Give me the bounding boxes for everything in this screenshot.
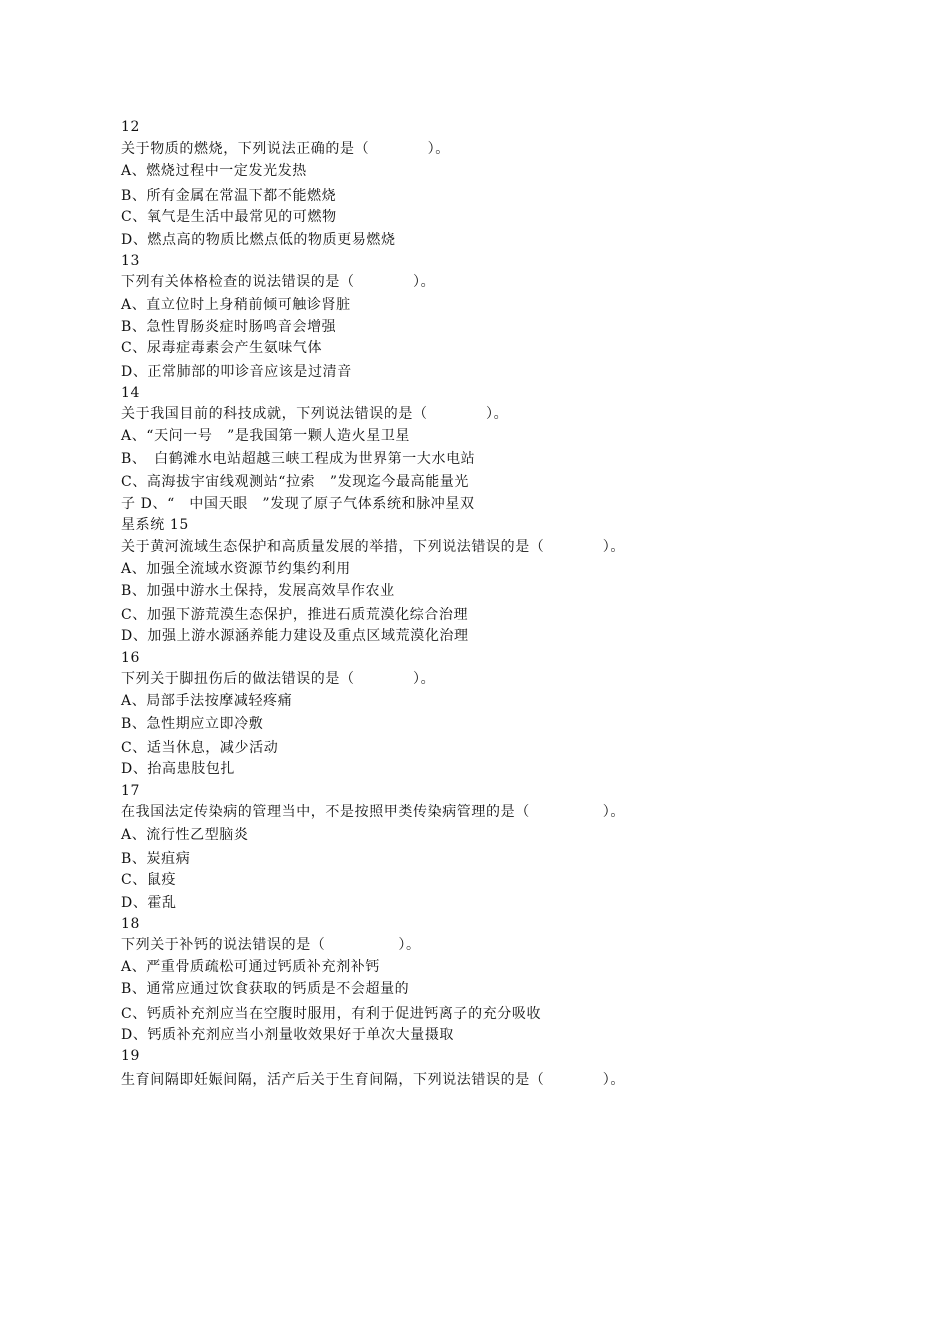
option-a: A、流行性乙型脑炎 <box>121 827 249 843</box>
question-number: 13 <box>121 253 141 269</box>
option-b: B、所有金属在常温下都不能燃烧 <box>121 188 337 204</box>
option-c: C、氧气是生活中最常见的可燃物 <box>121 209 337 225</box>
option-c: C、鼠疫 <box>121 872 177 888</box>
option-a: A、局部手法按摩减轻疼痛 <box>121 693 293 709</box>
question-stem: 下列关于脚扭伤后的做法错误的是（ ）。 <box>121 671 436 687</box>
option-b: B、急性胃肠炎症时肠鸣音会增强 <box>121 319 337 335</box>
option-b: B、急性期应立即冷敷 <box>121 716 264 732</box>
question-stem: 在我国法定传染病的管理当中，不是按照甲类传染病管理的是（ ）。 <box>121 804 625 820</box>
option-wrap-continuation: 星系统 15 <box>121 517 189 533</box>
question-number: 19 <box>121 1048 141 1064</box>
question-number: 18 <box>121 916 141 932</box>
option-b: B、加强中游水土保持，发展高效旱作农业 <box>121 583 395 599</box>
question-stem: 下列有关体格检查的说法错误的是（ ）。 <box>121 274 436 290</box>
question-stem: 关于物质的燃烧，下列说法正确的是（ ）。 <box>121 141 450 157</box>
question-stem: 关于我国目前的科技成就，下列说法错误的是（ ）。 <box>121 406 509 422</box>
question-number: 14 <box>121 385 141 401</box>
option-c: C、高海拔宇宙线观测站“拉索 ”发现迄今最高能量光 <box>121 474 470 490</box>
option-a: A、直立位时上身稍前倾可触诊肾脏 <box>121 297 351 313</box>
question-stem: 关于黄河流域生态保护和高质量发展的举措，下列说法错误的是（ ）。 <box>121 539 625 555</box>
option-d: D、加强上游水源涵养能力建设及重点区域荒漠化治理 <box>121 628 469 644</box>
option-b: B、通常应通过饮食获取的钙质是不会超量的 <box>121 981 410 997</box>
option-c: C、适当休息，减少活动 <box>121 740 279 756</box>
option-a: A、“天问一号 ”是我国第一颗人造火星卫星 <box>121 428 411 444</box>
option-c: C、尿毒症毒素会产生氨味气体 <box>121 340 323 356</box>
question-stem: 生育间隔即妊娠间隔，活产后关于生育间隔，下列说法错误的是（ ）。 <box>121 1072 625 1088</box>
option-d: D、正常肺部的叩诊音应该是过清音 <box>121 364 352 380</box>
option-d: D、霍乱 <box>121 895 177 911</box>
option-a: A、严重骨质疏松可通过钙质补充剂补钙 <box>121 959 380 975</box>
option-c: C、钙质补充剂应当在空腹时服用，有利于促进钙离子的充分吸收 <box>121 1006 542 1022</box>
question-number: 16 <box>121 650 141 666</box>
option-d: D、钙质补充剂应当小剂量收效果好于单次大量摄取 <box>121 1027 455 1043</box>
question-number: 12 <box>121 119 141 135</box>
option-d-wrapped: 子 D、“ 中国天眼 ”发现了原子气体系统和脉冲星双 <box>121 496 475 512</box>
question-stem: 下列关于补钙的说法错误的是（ ）。 <box>121 937 421 953</box>
option-a: A、加强全流域水资源节约集约利用 <box>121 561 351 577</box>
option-b: B、炭疽病 <box>121 851 191 867</box>
question-number: 17 <box>121 783 141 799</box>
option-b: B、 白鹤滩水电站超越三峡工程成为世界第一大水电站 <box>121 451 476 467</box>
option-d: D、抬高患肢包扎 <box>121 761 236 777</box>
option-d: D、燃点高的物质比燃点低的物质更易燃烧 <box>121 232 396 248</box>
option-c: C、加强下游荒漠生态保护，推进石质荒漠化综合治理 <box>121 607 469 623</box>
option-a: A、燃烧过程中一定发光发热 <box>121 163 307 179</box>
